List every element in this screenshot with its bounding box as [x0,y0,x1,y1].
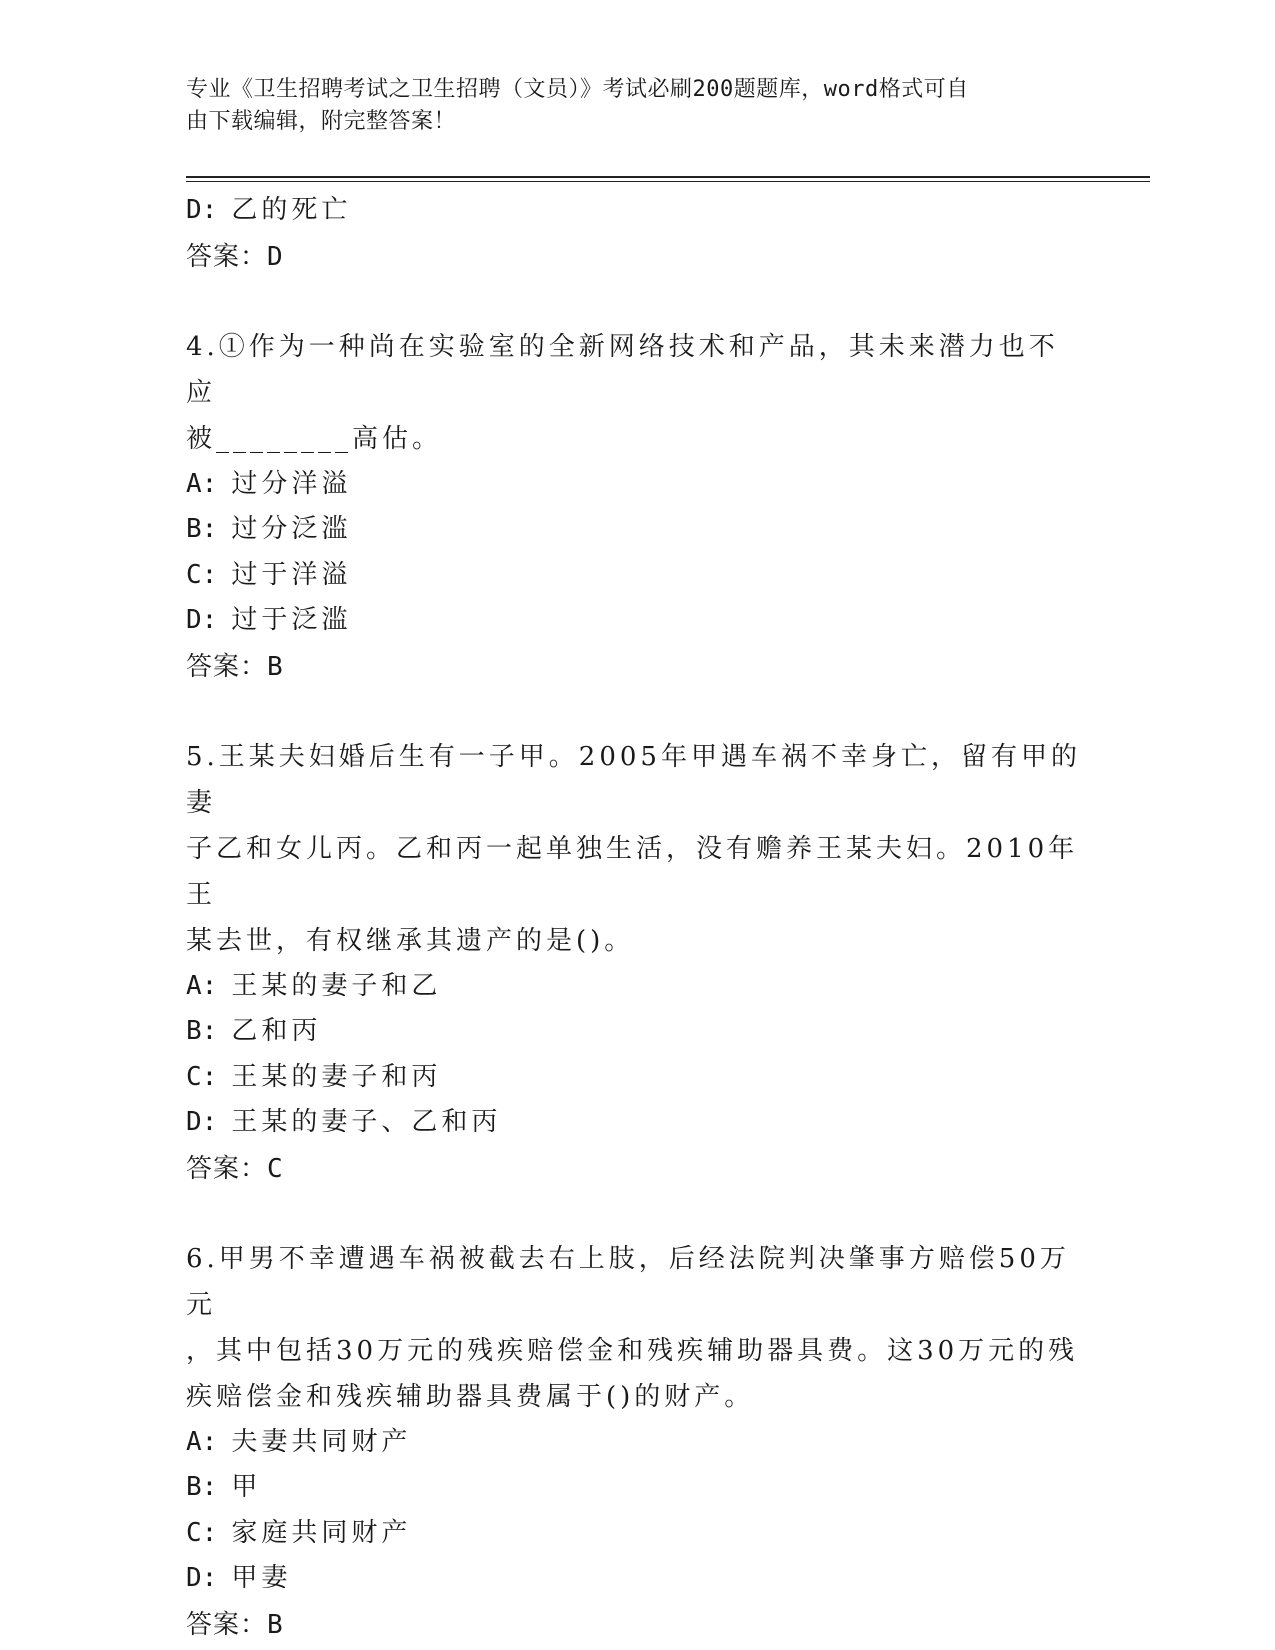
question-6 [186,1236,1086,1648]
option-d [186,1556,1086,1602]
option-key: D: [186,1563,218,1593]
question-text-line: 6.甲男不幸遭遇车祸被截去右上肢，后经法院判决肇事方赔偿50万元 [186,1243,1070,1320]
option-text: 乙和丙 [231,1016,322,1046]
question-text-line: 被________高估。 [186,423,443,454]
document-body [186,188,1086,1648]
option-d [186,598,1086,644]
option-text: 过于泛滥 [231,605,352,635]
header-line-1: 专业《卫生招聘考试之卫生招聘（文员）》考试必刷200题题库，word格式可自 [186,77,969,102]
option-a [186,462,1086,508]
option-text: 过于洋溢 [231,559,352,590]
option-key: D: [186,605,218,635]
answer-line: 答案：B [186,1609,284,1640]
option-text: 家庭共同财产 [231,1517,412,1548]
option-c [186,553,1086,599]
option-text: 王某的妻子和乙 [231,970,442,1001]
question-text-line: 5.王某夫妇婚后生有一子甲。2005年甲遇车祸不幸身亡，留有甲的妻 [186,741,1081,818]
option-key: D: [186,195,218,225]
option-text: 甲 [231,1472,262,1502]
option-key: C: [186,559,218,590]
option-c [186,1511,1086,1557]
option-key: B: [186,1472,218,1502]
option-text: 乙的死亡 [231,195,352,225]
header-divider [186,176,1150,178]
question-text-line: 4.①作为一种尚在实验室的全新网络技术和产品，其未来潜力也不应 [186,331,1059,408]
option-text: 甲妻 [231,1563,292,1593]
option-key: A: [186,468,218,499]
question-4 [186,324,1086,690]
option-b [186,507,1086,553]
answer-line: 答案：D [186,241,284,272]
answer-line: 答案：C [186,1153,284,1184]
question-text-line: ，其中包括30万元的残疾赔偿金和残疾辅助器具费。这30万元的残 [186,1335,1079,1366]
option-a [186,964,1086,1010]
option-key: C: [186,1517,218,1548]
option-c [186,1055,1086,1101]
option-text: 过分泛滥 [231,514,352,544]
option-text: 夫妻共同财产 [231,1426,412,1457]
question-text-line: 子乙和女儿丙。乙和丙一起单独生活，没有赡养王某夫妇。2010年王 [186,833,1079,910]
answer-line: 答案：B [186,651,284,682]
option-key: A: [186,970,218,1001]
question-5 [186,734,1086,1192]
option-text: 王某的妻子、乙和丙 [231,1107,502,1137]
header-divider-thin [186,181,1150,182]
option-a [186,1420,1086,1466]
question-text-line: 疾赔偿金和残疾辅助器具费属于()的财产。 [186,1381,755,1412]
option-key: D: [186,1107,218,1137]
option-text: 王某的妻子和丙 [231,1061,442,1092]
option-text: 过分洋溢 [231,468,352,499]
question-text-line: 某去世，有权继承其遗产的是()。 [186,925,635,956]
option-key: C: [186,1061,218,1092]
page-header [186,74,1066,138]
option-b [186,1009,1086,1055]
header-line-2: 由下载编辑，附完整答案！ [186,109,457,134]
option-b [186,1465,1086,1511]
option-d [186,1100,1086,1146]
option-d [186,188,1086,234]
option-key: A: [186,1426,218,1457]
option-key: B: [186,514,218,544]
option-key: B: [186,1016,218,1046]
